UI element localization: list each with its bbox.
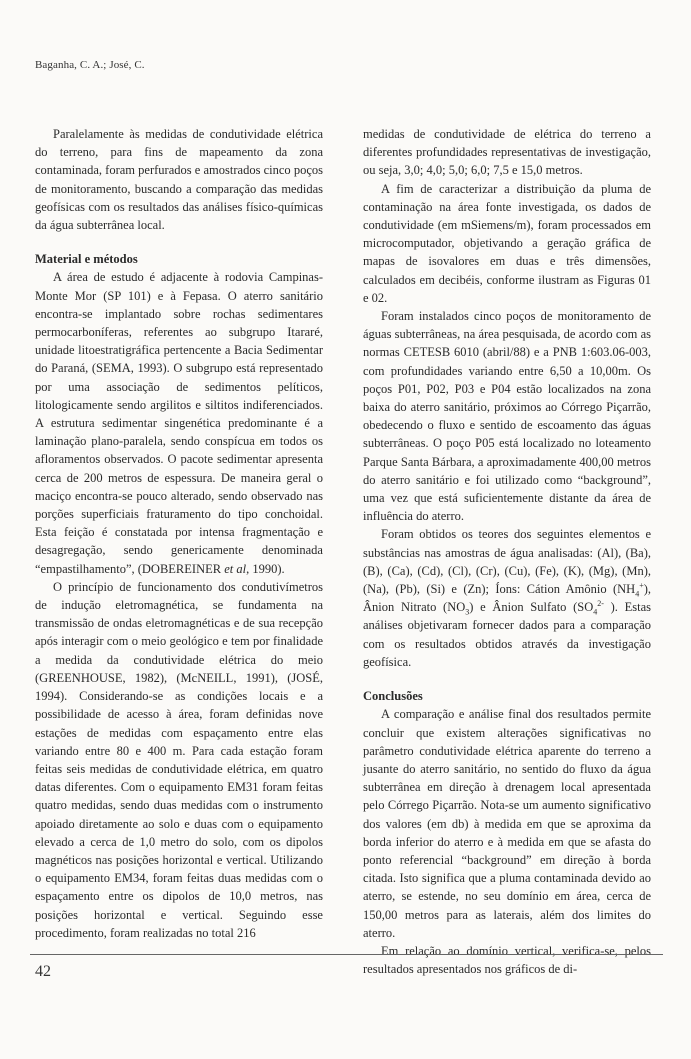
study-area-paragraph: A área de estudo é adjacente à rodovia Campinas-Monte Mor (SP 101) e à Fepasa. O aterro sanitário encontra-se implantado sobre rochas sedimentares permocarboníferas, referentes ao subgrupo Itararé, unidade litoestratigráfica pertencente a Bacia Sedimentar do Paraná, (SEMA, 1993). O subgrupo está representado por uma associação de sedimentos pelíticos, litologicamente sendo argilitos e siltitos indiferenciados. A estrutura sedimentar singenética predominante é a laminação plano-paralela, sendo conspícua em todos os afloramentos observados. O pacote sedimentar apresenta cerca de 200 metros de espessura. De maneira geral o maciço encontra-se pouco alterado, sendo observado nas porções superficiais fraturamento do tipo conchoidal. Esta feição é constatada por intensa fragmentação e desagregação, sendo genericamente denominada “empastilhamento”, (DOBEREINER et al, 1990).: [35, 270, 323, 576]
running-head: Baganha, C. A.; José, C.: [35, 59, 145, 71]
method-paragraph: O princípio de funcionamento dos condutivímetros de indução eletromagnética, se fundamenta na transmissão de ondas eletromagnéticas e de sua recepção após interagir com o meio geológico e tem por finalidade a medida da condutividade elétrica do meio (GREENHOUSE, 1982), (McNEILL, 1991), (JOSÉ, 1994). Considerando-se as condições locais e a possibilidade de acesso à área, foram definidas nove estações de medidas com espaçamento entre elas variando entre 80 e 400 m. Para cada estação foram feitas seis medidas de condutividade elétrica, em quatro datas diferentes. Com o equipamento EM31 foram feitas quatro medidas, sendo duas medidas com o instrumento apoiado diretamente ao solo e duas com o equipamento elevado a cerca de 1,0 metro do solo, com os dipolos magnéticos nas posições horizontal e vertical. Utilizando o equipamento EM34, foram feitas duas medidas com o espaçamento entre os dipolos de 10,0 metros, nas posições horizontal e vertical. Seguindo esse procedimento, foram realizadas no total 216: [35, 579, 323, 940]
section-heading-material-metodos: Material e métodos: [35, 252, 138, 267]
plume-paragraph: A fim de caracterizar a distribuição da pluma de contaminação na área fonte investigada, os dados de condutividade (em mSiemens/m), foram processados em microcomputador, objetivando a geração gráfica de mapas de isovalores em duas e três dimensões, calculados em decibéis, conforme ilustram as Figuras 01 e 02.: [363, 181, 651, 305]
intro-paragraph: Paralelamente às medidas de condutividade elétrica do terreno, para fins de mapeamento da zona contaminada, foram perfurados e amostrados cinco poços de monitoramento, buscando a comparação das medidas geofísicas com os resultados das análises físico-químicas da água subterrânea local.: [35, 127, 323, 233]
footer-rule: [30, 954, 663, 955]
right-column: [363, 125, 651, 978]
conclusion-paragraph: A comparação e análise final dos resultados permite concluir que existem alterações significativas no parâmetro condutividade elétrica aparente do terreno a jusante do aterro sanitário, no sentido do fluxo da água subterrânea em direção à drenagem local apresentada pelo Córrego Piçarrão. Nota-se um aumento significativo dos valores (em db) à medida em que se aproxima da borda inferior do aterro e à medida em que se afasta do ponto referencial “background” em direção à borda citada. Isto significa que a pluma contaminada devido ao aterro, se estende, no seu domínio em área, cerca de 150,00 metros para as laterais, além dos limites do aterro.: [363, 707, 651, 940]
vertical-domain-paragraph: Em relação ao domínio vertical, verifica-se, pelos resultados apresentados nos gráficos de di-: [363, 943, 651, 977]
left-column: [35, 125, 323, 942]
section-heading-conclusoes: Conclusões: [363, 689, 423, 704]
analyses-paragraph: Foram obtidos os teores dos seguintes elementos e substâncias nas amostras de água analisadas: (Al), (Ba), (B), (Ca), (Cd), (Cl), (Cr), (Cu), (Fe), (K), (Mg), (Mn), (Na), (Pb), (Si) e (Zn); Íons: Cátion Amônio $(NH_4^+)$, Ânion Nitrato $(NO_3)$ e Ânion Sulfato ($SO_4^{2-}$ ). Estas análises objetivaram fornecer dados para a comparação com os resultados obtidos através da investigação geofísica.: [363, 527, 651, 669]
page-number: 42: [35, 963, 51, 980]
continuation-paragraph: medidas de condutividade de elétrica do terreno a diferentes profundidades representativas de investigação, ou seja, 3,0; 4,0; 5,0; 6,0; 7,5 e 15,0 metros.: [363, 127, 651, 178]
wells-paragraph: Foram instalados cinco poços de monitoramento de águas subterrâneas, na área pesquisada, de acordo com as normas CETESB 6010 (abril/88) e a PNB 1:603.06-003, com profundidades variando entre 6,50 a 10,00m. Os poços P01, P02, P03 e P04 estão localizados na zona baixa do aterro sanitário, próximos ao Córrego Piçarrão, obedecendo o fluxo e sentido de escoamento das águas subterrâneas. O poço P05 está localizado no loteamento Parque Santa Bárbara, a aproximadamente 400,00 metros do aterro sanitário e foi utilizado como “background”, uma vez que está suficientemente distante da área de influência do aterro.: [363, 309, 651, 524]
